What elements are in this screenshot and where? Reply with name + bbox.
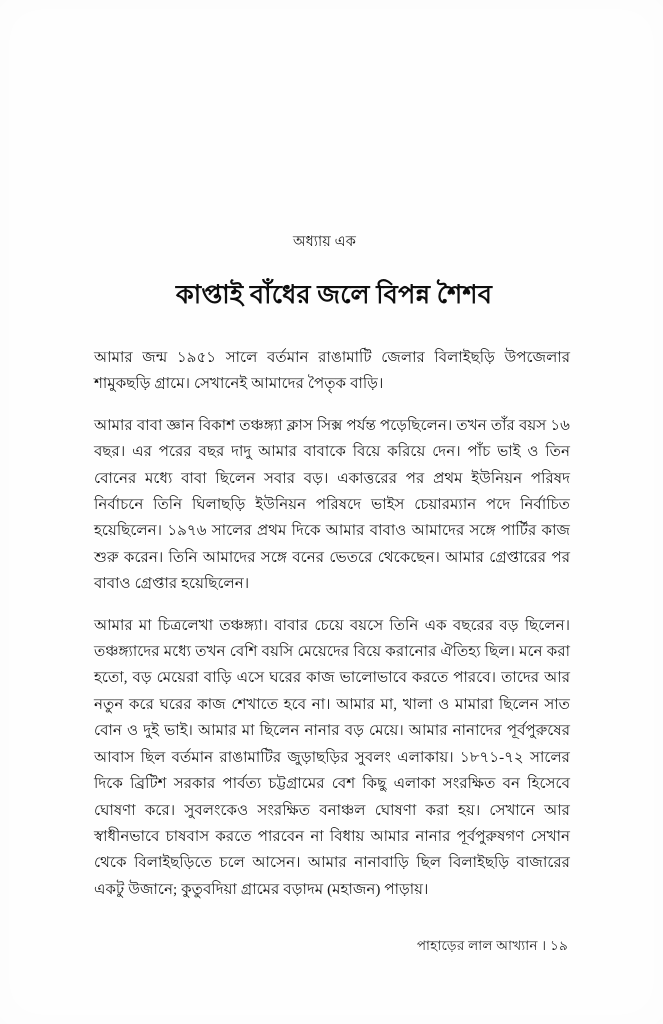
page-footer (94, 937, 568, 955)
page-title: কাপ্তাই বাঁধের জলে বিপন্ন শৈশব (175, 280, 493, 309)
body-paragraph-1: আমার জন্ম ১৯৫১ সালে বর্তমান রাঙামাটি জেলার বিলাইছড়ি উপজেলার শামুকছড়ি গ্রামে। সেখানেই আমাদের পৈতৃক বাড়ি। (94, 350, 570, 393)
page-content (94, 232, 570, 903)
footer-book-title-and-page-number: পাহাড়ের লাল আখ্যান । ১৯ (416, 938, 568, 953)
body-paragraph-2: আমার বাবা জ্ঞান বিকাশ তঞ্চঙ্গ্যা ক্লাস সিক্স পর্যন্ত পড়েছিলেন। তখন তাঁর বয়স ১৬ বছর। এর পরের বছর দাদু আমার বাবাকে বিয়ে করিয়ে দেন। পাঁচ ভাই ও তিন বোনের মধ্যে বাবা ছিলেন সবার বড়। একাত্তরের পর প্রথম ইউনিয়ন পরিষদ নির্বাচনে তিনি ঘিলাছড়ি ইউনিয়ন পরিষদে ভাইস চেয়ারম্যান পদে নির্বাচিত হয়েছিলেন। ১৯৭৬ সালের প্রথম দিকে আমার বাবাও আমাদের সঙ্গে পার্টির কাজ শুরু করেন। তিনি আমাদের সঙ্গে বনের ভেতরে থেকেছেন। আমার গ্রেপ্তারের পর বাবাও গ্রেপ্তার হয়েছিলেন। (94, 417, 570, 593)
chapter-label: অধ্যায় এক (293, 234, 357, 250)
body-paragraph-3: আমার মা চিত্রলেখা তঞ্চঙ্গ্যা। বাবার চেয়ে বয়সে তিনি এক বছরের বড় ছিলেন। তঞ্চঙ্গ্যাদের মধ্যে তখন বেশি বয়সি মেয়েদের বিয়ে করানোর ঐতিহ্য ছিল। মনে করা হতো, বড় মেয়েরা বাড়ি এসে ঘরের কাজ ভালোভাবে করতে পারবে। তাদের আর নতুন করে ঘরের কাজ শেখাতে হবে না। আমার মা, খালা ও মামারা ছিলেন সাত বোন ও দুই ভাই। আমার মা ছিলেন নানার বড় মেয়ে। আমার নানাদের পূর্বপুরুষের আবাস ছিল বর্তমান রাঙামাটির জুড়াছড়ির সুবলং এলাকায়। ১৮৭১-৭২ সালের দিকে ব্রিটিশ সরকার পার্বত্য চট্টগ্রামের বেশ কিছু এলাকা সংরক্ষিত বন হিসেবে ঘোষণা করে। সুবলংকেও সংরক্ষিত বনাঞ্চল ঘোষণা করা হয়। সেখানে আর স্বাধীনভাবে চাষবাস করতে পারবেন না বিধায় আমার নানার পূর্বপুরুষগণ সেখান থেকে বিলাইছড়িতে চলে আসেন। আমার নানাবাড়ি ছিল বিলাইছড়ি বাজারের একটু উজানে; কুতুবদিয়া গ্রামের বড়াদম (মহাজন) পাড়ায়। (94, 617, 570, 898)
